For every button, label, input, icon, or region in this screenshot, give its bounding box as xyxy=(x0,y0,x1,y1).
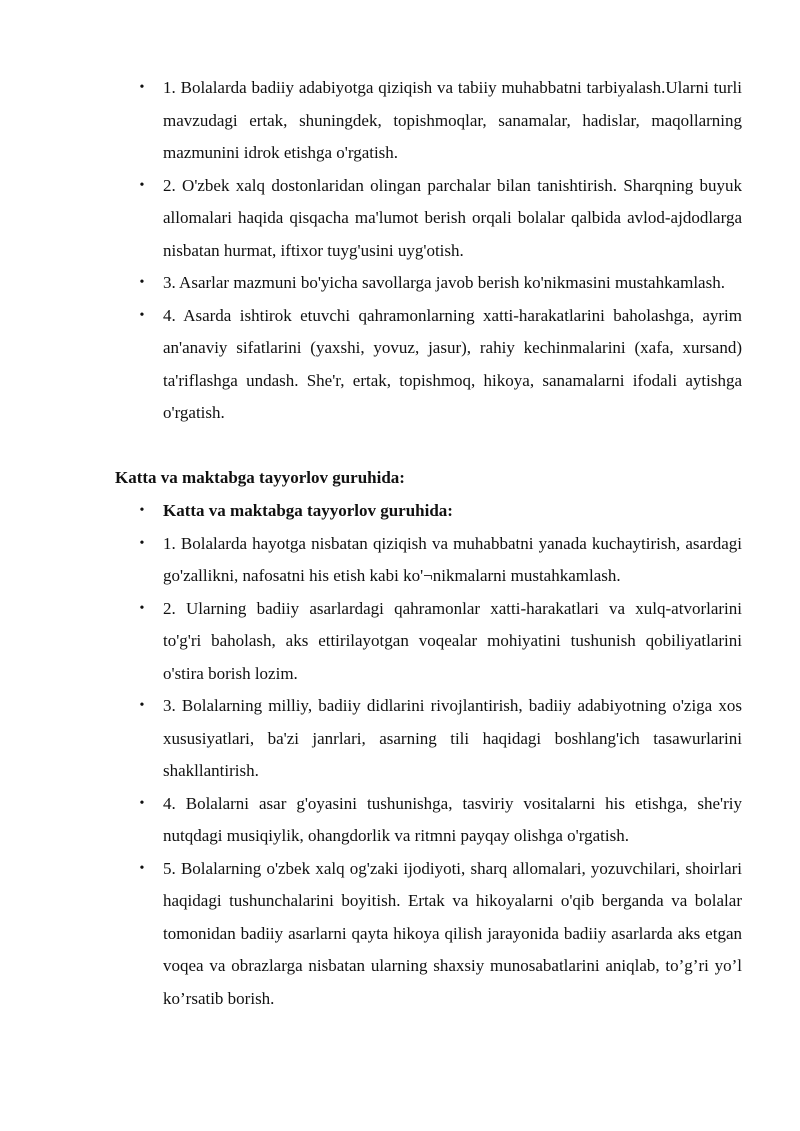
list-item xyxy=(139,788,742,853)
list-item xyxy=(139,267,742,300)
list-heading-item xyxy=(139,495,742,528)
list-item-text: 3. Bolalarning milliy, badiiy didlarini rivojlantirish, badiiy adabiyotning o'ziga xos xususiyatlari, ba'zi janrlari, asarning tili haqidagi boshlang'ich tasawurlarini shakllantirish. xyxy=(163,696,742,780)
goals-list-senior-group xyxy=(139,495,742,1015)
bullet-icon: • xyxy=(139,177,145,193)
list-heading-text: Katta va maktabga tayyorlov guruhida: xyxy=(163,501,453,520)
goals-list-middle-group xyxy=(139,72,742,430)
bullet-icon: • xyxy=(139,503,145,518)
bullet-icon: • xyxy=(139,80,145,95)
list-item-text: 2. O'zbek xalq dostonlaridan olingan parchalar bilan tanishtirish. Sharqning buyuk allomalari haqida qisqacha ma'lumot berish orqali bolalar qalbida avlod-ajdodlarga nisbatan hurmat, iftixor tuyg'usini uyg'otish. xyxy=(163,175,742,260)
list-item-text: 1. Bolalarda hayotga nisbatan qiziqish va muhabbatni yanada kuchaytirish, asardagi go'zallikni, nafosatni his etish kabi ko'¬nikmalarni mustahkamlash. xyxy=(163,533,742,585)
list-item xyxy=(139,593,742,691)
bullet-icon: • xyxy=(139,307,145,323)
list-item-text: 2. Ularning badiiy asarlardagi qahramonlar xatti-harakatlari va xulq-atvorlarini to'g'ri baholash, aks ettirilayotgan voqealar mohiyatini tushunish qobiliyatlarini o'stira borish lozim. xyxy=(163,598,742,683)
bullet-icon: • xyxy=(139,795,145,811)
bullet-icon: • xyxy=(139,275,145,290)
list-item-text: 5. Bolalarning o'zbek xalq og'zaki ijodiyoti, sharq allomalari, yozuvchilari, shoirlari haqidagi tushunchalarini boyitish. Ertak va hikoyalarni o'qib berganda va bolalar tomonidan badiiy asarlarni qayta hikoya qilish jarayonida badiiy asarlarda aks etgan voqea va obrazlarga nisbatan ularning shaxsiy munosabatlarini aniqlab, to’g’ri yo’l ko’rsatib borish. xyxy=(163,858,742,1008)
list-item-text: 4. Bolalarni asar g'oyasini tushunishga, tasviriy vositalarni his etishga, she'riy nutqdagi musiqiylik, ohangdorlik va ritmni payqay olishga o'rgatish. xyxy=(163,793,742,845)
list-item-text: 1. Bolalarda badiiy adabiyotga qiziqish va tabiiy muhabbatni tarbiyalash.Ularni turli mavzudagi ertak, shuningdek, topishmoqlar, sanamalar, hadislar, maqollarning mazmunini idrok etishga o'rgatish. xyxy=(163,78,742,162)
group-heading: Katta va maktabga tayyorlov guruhida: xyxy=(115,468,405,487)
bullet-icon: • xyxy=(139,698,145,713)
list-item xyxy=(139,170,742,268)
bullet-icon: • xyxy=(139,860,145,876)
list-item xyxy=(139,690,742,788)
list-item xyxy=(139,72,742,170)
list-item-text: 4. Asarda ishtirok etuvchi qahramonlarning xatti-harakatlarini baholashga, ayrim an'anaviy sifatlarini (yaxshi, yovuz, jasur), rahiy kechinmalarini (xafa, xursand) ta'riflashga undash. She'r, ertak, topishmoq, hikoya, sanamalarni ifodali aytishga o'rgatish. xyxy=(163,305,742,422)
list-item-text: 3. Asarlar mazmuni bo'yicha savollarga javob berish ko'nikmasini mustahkamlash. xyxy=(163,273,725,292)
bullet-icon: • xyxy=(139,535,145,551)
list-item xyxy=(139,300,742,430)
bullet-icon: • xyxy=(139,600,145,616)
list-item xyxy=(139,853,742,1016)
list-item xyxy=(139,528,742,593)
